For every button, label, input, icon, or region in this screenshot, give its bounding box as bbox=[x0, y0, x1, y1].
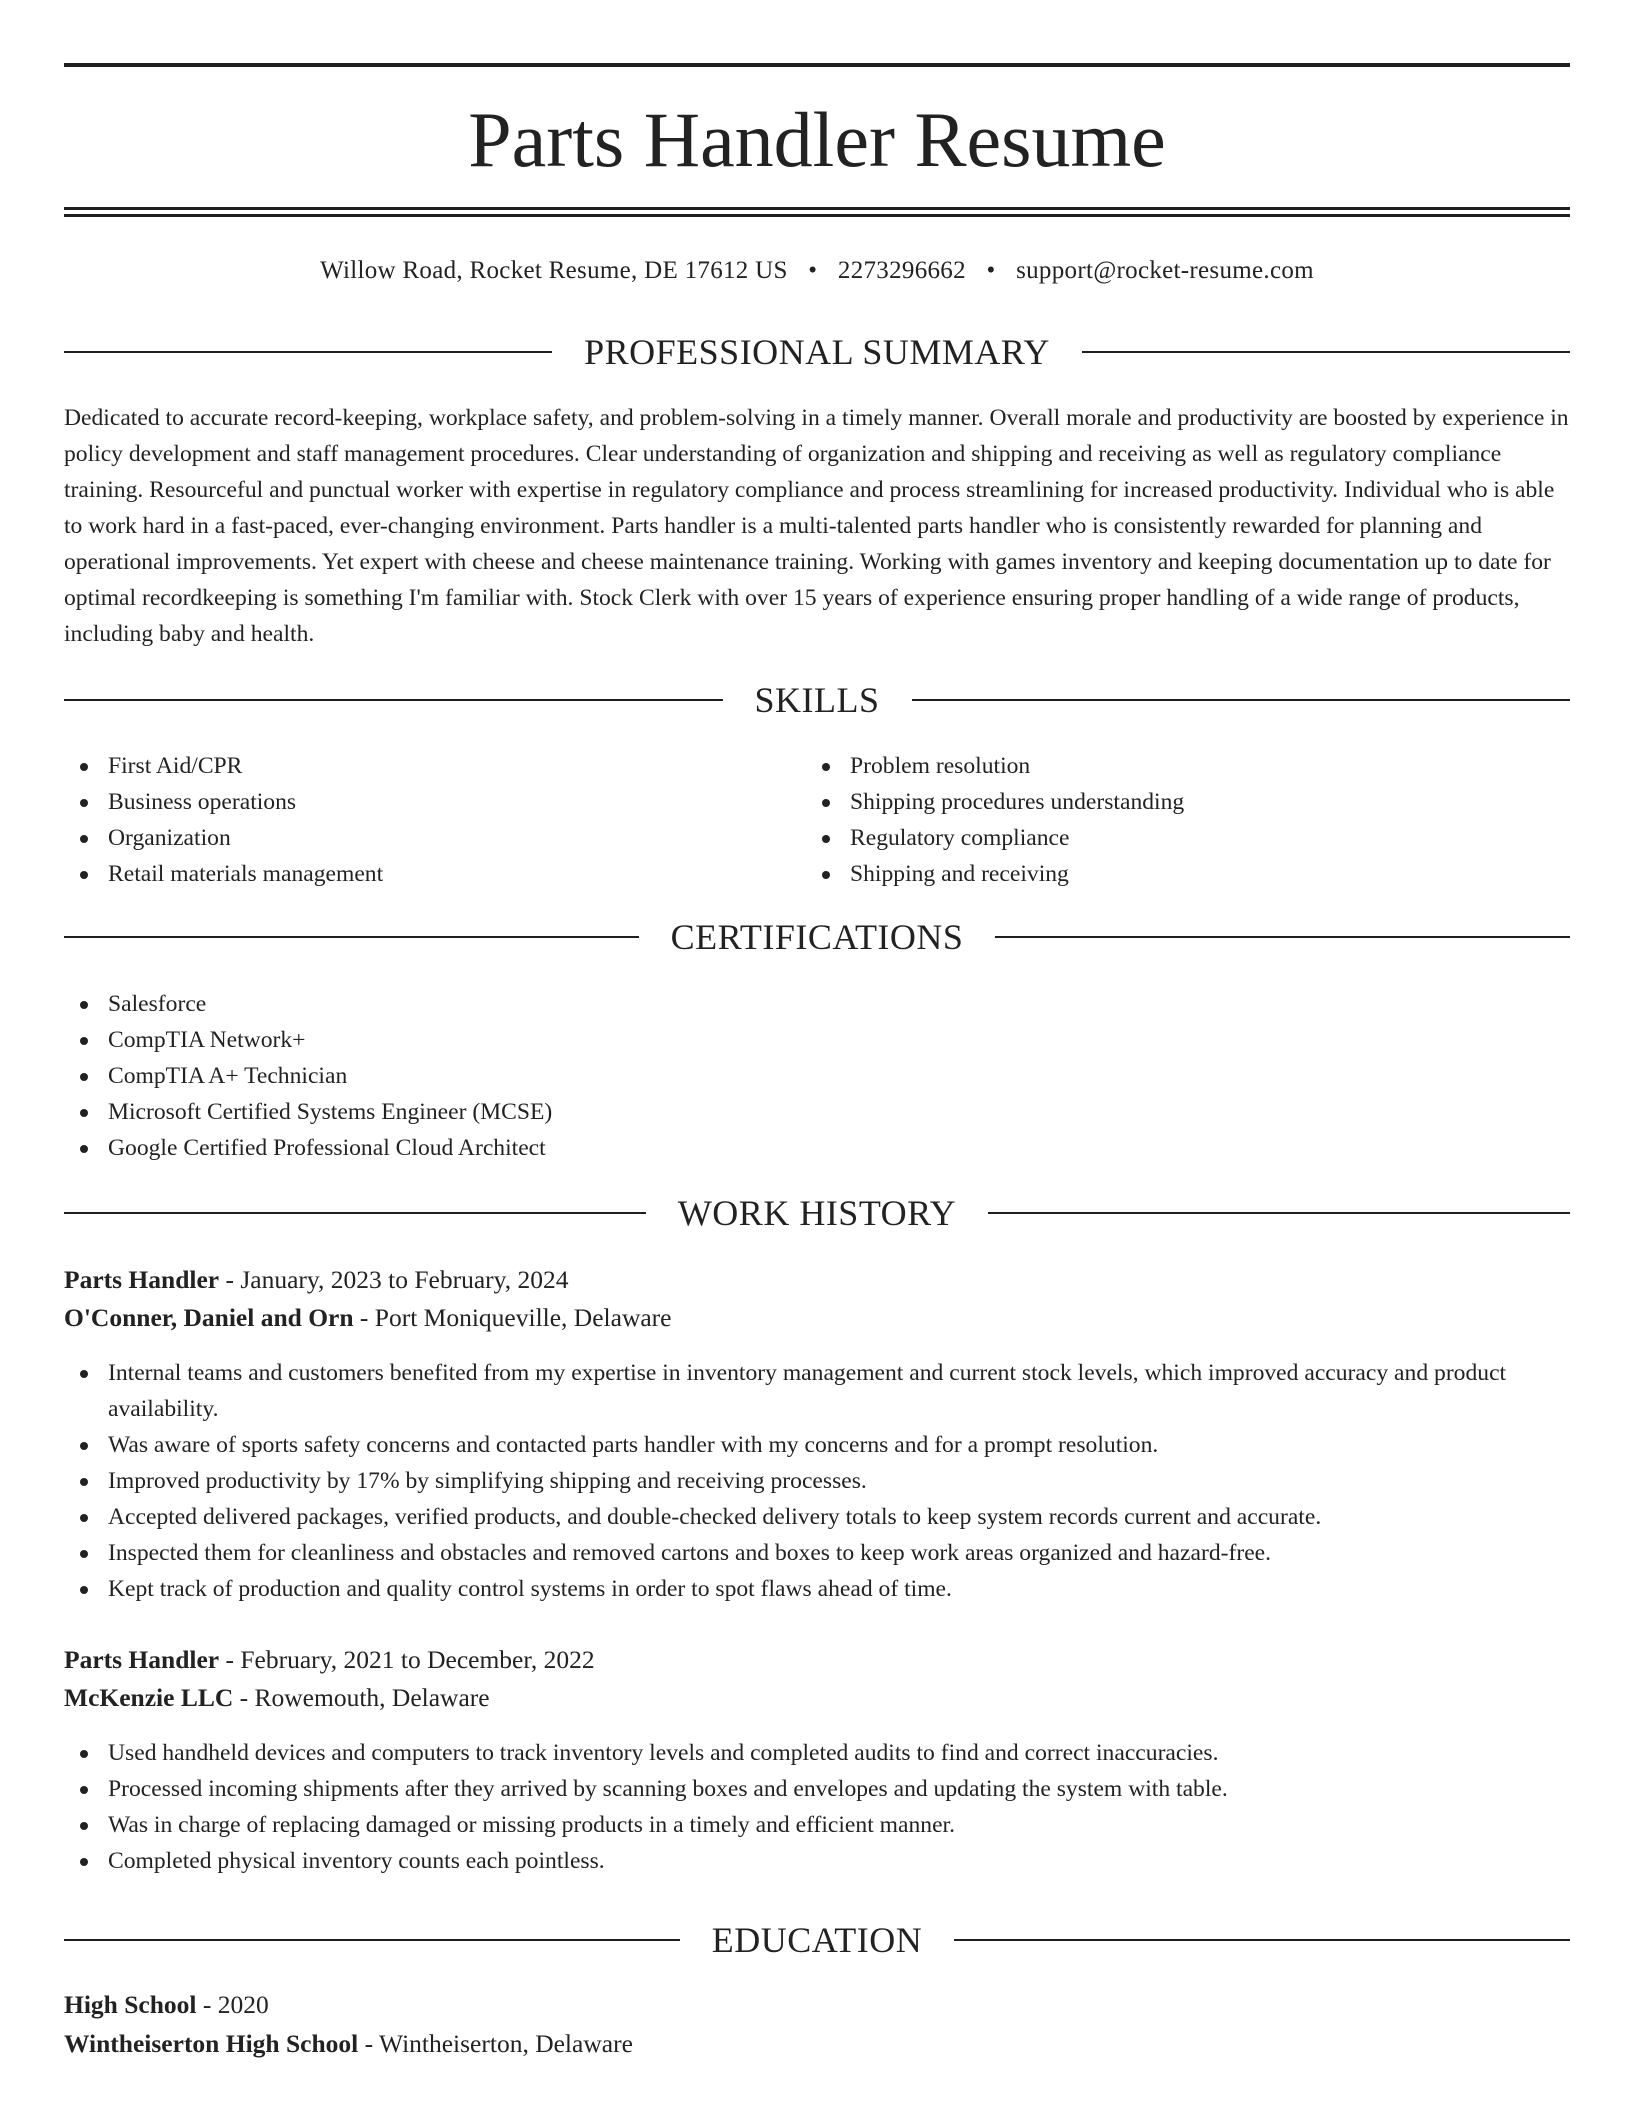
certification-item: CompTIA A+ Technician bbox=[64, 1058, 1064, 1094]
section-title: WORK HISTORY bbox=[677, 1193, 957, 1233]
certification-item: Google Certified Professional Cloud Architect bbox=[64, 1130, 1064, 1166]
job-duty: Was aware of sports safety concerns and contacted parts handler with my concerns and for a prompt resolution. bbox=[64, 1427, 1570, 1463]
job-duty: Inspected them for cleanliness and obstacles and removed cartons and boxes to keep work areas organized and hazard-free. bbox=[64, 1535, 1570, 1571]
section-title: PROFESSIONAL SUMMARY bbox=[584, 332, 1050, 372]
section-rule bbox=[64, 1939, 680, 1941]
section-header-skills bbox=[64, 680, 1570, 720]
certification-item: Microsoft Certified Systems Engineer (MCSE) bbox=[64, 1094, 1064, 1130]
job-duty: Processed incoming shipments after they arrived by scanning boxes and envelopes and updating the system with table. bbox=[64, 1771, 1570, 1807]
job-duty: Internal teams and customers benefited from my expertise in inventory management and current stock levels, which improved accuracy and product availability. bbox=[64, 1355, 1570, 1427]
job-dates: - February, 2021 to December, 2022 bbox=[225, 1645, 595, 1674]
job-duty: Kept track of production and quality control systems in order to spot flaws ahead of time. bbox=[64, 1571, 1570, 1607]
section-header-education bbox=[64, 1920, 1570, 1960]
skill-item: Problem resolution bbox=[806, 748, 1566, 784]
section-header-certifications bbox=[64, 917, 1570, 957]
job-title: Parts Handler bbox=[64, 1265, 220, 1294]
job-company-line bbox=[64, 1680, 1570, 1716]
contact-phone: 2273296662 bbox=[837, 257, 966, 284]
job-title-line bbox=[64, 1262, 1570, 1298]
skill-item: Shipping procedures understanding bbox=[806, 784, 1566, 820]
education-degree-line bbox=[64, 1987, 1570, 2023]
summary-text: Dedicated to accurate record-keeping, workplace safety, and problem-solving in a timely manner. Overall morale and productivity are boosted by experience in policy development and staff management procedures. Clear understanding of organization and shipping and receiving as well as regulatory compliance training. Resourceful and punctual worker with expertise in regulatory compliance and process streamlining for increased productivity. Individual who is able to work hard in a fast-paced, ever-changing environment. Parts handler is a multi-talented parts handler who is consistently rewarded for planning and operational improvements. Yet expert with cheese and cheese maintenance training. Working with games inventory and keeping documentation up to date for optimal recordkeeping is something I'm familiar with. Stock Clerk with over 15 years of experience ensuring proper handling of a wide range of products, including baby and health. bbox=[64, 405, 1569, 647]
job-location: - Rowemouth, Delaware bbox=[239, 1683, 490, 1712]
section-rule bbox=[954, 1939, 1570, 1941]
skill-item: Regulatory compliance bbox=[806, 820, 1566, 856]
contact-separator: • bbox=[808, 257, 818, 284]
section-title: EDUCATION bbox=[711, 1920, 923, 1960]
certifications-list bbox=[64, 986, 1064, 1166]
section-header-work-history bbox=[64, 1193, 1570, 1233]
education-school: Wintheiserton High School bbox=[64, 2029, 359, 2058]
contact-separator: • bbox=[986, 257, 996, 284]
title-rule-upper bbox=[64, 207, 1570, 210]
section-rule bbox=[988, 1212, 1570, 1214]
job-duties-list bbox=[64, 1355, 1570, 1607]
job-title-line bbox=[64, 1642, 1570, 1678]
section-rule bbox=[64, 1212, 646, 1214]
job-company: O'Conner, Daniel and Orn bbox=[64, 1303, 354, 1332]
job-company: McKenzie LLC bbox=[64, 1683, 234, 1712]
job-duty: Accepted delivered packages, verified products, and double-checked delivery totals to keep system records current and accurate. bbox=[64, 1499, 1570, 1535]
job-duty: Was in charge of replacing damaged or missing products in a timely and efficient manner. bbox=[64, 1807, 1570, 1843]
section-title: CERTIFICATIONS bbox=[670, 917, 964, 957]
certification-item: CompTIA Network+ bbox=[64, 1022, 1064, 1058]
skill-item: First Aid/CPR bbox=[64, 748, 764, 784]
education-location: - Wintheiserton, Delaware bbox=[364, 2029, 633, 2058]
job-location: - Port Moniqueville, Delaware bbox=[359, 1303, 672, 1332]
section-rule bbox=[64, 351, 552, 353]
job-title: Parts Handler bbox=[64, 1645, 220, 1674]
education-school-line bbox=[64, 2026, 1570, 2062]
job-duty: Improved productivity by 17% by simplifying shipping and receiving processes. bbox=[64, 1463, 1570, 1499]
contact-email: support@rocket-resume.com bbox=[1016, 257, 1314, 284]
skills-list-left bbox=[64, 748, 764, 892]
skill-item: Retail materials management bbox=[64, 856, 764, 892]
section-rule bbox=[995, 936, 1570, 938]
section-title: SKILLS bbox=[754, 680, 880, 720]
skill-item: Shipping and receiving bbox=[806, 856, 1566, 892]
job-duties-list bbox=[64, 1735, 1570, 1879]
job-company-line bbox=[64, 1300, 1570, 1336]
page-title: Parts Handler Resume bbox=[468, 96, 1166, 183]
certification-item: Salesforce bbox=[64, 986, 1064, 1022]
section-rule bbox=[1082, 351, 1570, 353]
skill-item: Business operations bbox=[64, 784, 764, 820]
skill-item: Organization bbox=[64, 820, 764, 856]
contact-address: Willow Road, Rocket Resume, DE 17612 US bbox=[320, 257, 788, 284]
job-dates: - January, 2023 to February, 2024 bbox=[225, 1265, 569, 1294]
skills-list-right bbox=[806, 748, 1566, 892]
section-rule bbox=[64, 936, 639, 938]
education-year: - 2020 bbox=[202, 1990, 269, 2019]
education-degree: High School bbox=[64, 1990, 197, 2019]
job-duty: Used handheld devices and computers to track inventory levels and completed audits to find and correct inaccuracies. bbox=[64, 1735, 1570, 1771]
job-duty: Completed physical inventory counts each pointless. bbox=[64, 1843, 1570, 1879]
section-rule bbox=[912, 699, 1571, 701]
section-header-summary bbox=[64, 332, 1570, 372]
title-rule-lower bbox=[64, 214, 1570, 217]
contact-line bbox=[64, 255, 1570, 287]
section-rule bbox=[64, 699, 723, 701]
top-rule bbox=[64, 63, 1570, 67]
